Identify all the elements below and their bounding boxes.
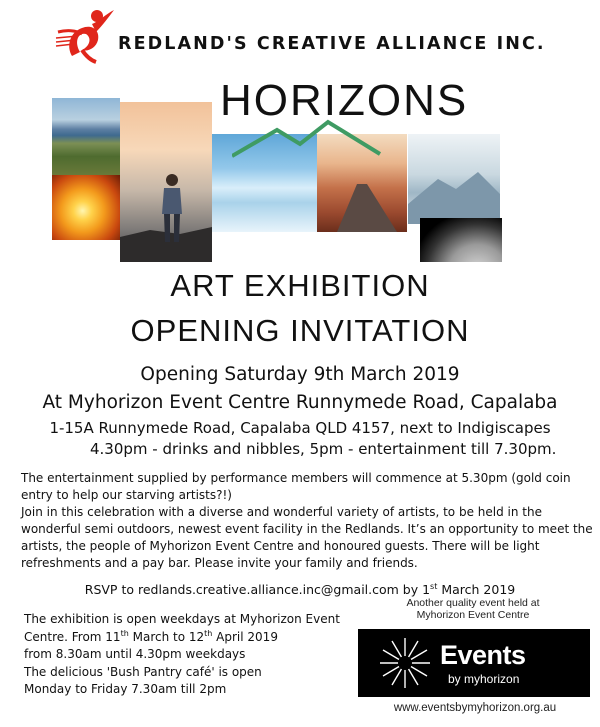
dancer-logo-icon: [52, 6, 120, 64]
hours-line-2-mid: March to 12: [128, 629, 205, 644]
venue: At Myhorizon Event Centre Runnymede Road, Capalaba: [42, 392, 558, 413]
sponsor-note-line-2: Myhorizon Event Centre: [416, 609, 530, 621]
opening-date: Opening Saturday 9th March 2019: [140, 364, 460, 385]
rsvp-line: [0, 582, 600, 597]
lake-photo: [52, 98, 120, 176]
sponsor-note: [356, 597, 590, 621]
hours-line-2-prefix: Centre. From 11: [24, 629, 121, 644]
body-text: [21, 470, 593, 572]
hours-line-4: The delicious 'Bush Pantry café' is open: [24, 664, 262, 679]
sponsor-note-line-1: Another quality event held at: [406, 597, 540, 609]
rsvp-prefix: RSVP to redlands.creative.alliance.inc@gmail.com by 1: [84, 582, 431, 597]
hiker-photo: [120, 102, 212, 262]
hours-line-2: [24, 629, 354, 647]
planet-photo: [420, 218, 502, 262]
events-logo-word: Events: [440, 640, 526, 670]
hiker-figure-icon: [120, 102, 212, 262]
mountain-line-icon: [232, 118, 382, 158]
rsvp-suffix: March 2019: [437, 582, 516, 597]
hours-line-1: The exhibition is open weekdays at Myhorizon Event: [24, 612, 340, 626]
hours-sup-1: th: [120, 628, 129, 638]
event-times: 4.30pm - drinks and nibbles, 5pm - entertainment till 7.30pm.: [90, 440, 557, 458]
event-title: HORIZONS: [220, 76, 469, 125]
headline-line-2: OPENING INVITATION: [130, 313, 470, 348]
starburst-icon: [378, 636, 432, 690]
hours-line-3: from 8.30am until 4.30pm weekdays: [24, 647, 246, 661]
sponsor-url: www.eventsbymyhorizon.org.au: [393, 702, 557, 714]
hours-sup-2: th: [204, 628, 213, 638]
mountain-icon: [408, 134, 500, 224]
organisation-name: REDLAND'S CREATIVE ALLIANCE INC.: [118, 34, 546, 54]
rsvp-sup: st: [430, 581, 438, 591]
address: 1-15A Runnymede Road, Capalaba QLD 4157, next to Indigiscapes: [49, 419, 551, 437]
headline-line-1: ART EXHIBITION: [170, 268, 430, 303]
hours-line-5: Monday to Friday 7.30am till 2pm: [24, 682, 227, 696]
mountain-photo: [408, 134, 500, 224]
exhibition-hours: [24, 611, 354, 699]
body-paragraph-2: Join in this celebration with a diverse and wonderful variety of artists, to be held in the wonderful semi outdoors, newest event facility in the Redlands. It’s an opportunity to meet the artists, the people of Myhorizon Event Centre and honoured guests. There will be light refreshments and a pay bar. Please invite your family and friends.: [21, 505, 593, 570]
hours-line-2-suffix: April 2019: [212, 629, 278, 644]
sunset-photo: [52, 175, 120, 240]
body-paragraph-1: The entertainment supplied by performance members will commence at 5.30pm (gold coin entry to help our starving artists?!): [21, 471, 571, 502]
events-logo-subtitle: by myhorizon: [448, 672, 520, 686]
